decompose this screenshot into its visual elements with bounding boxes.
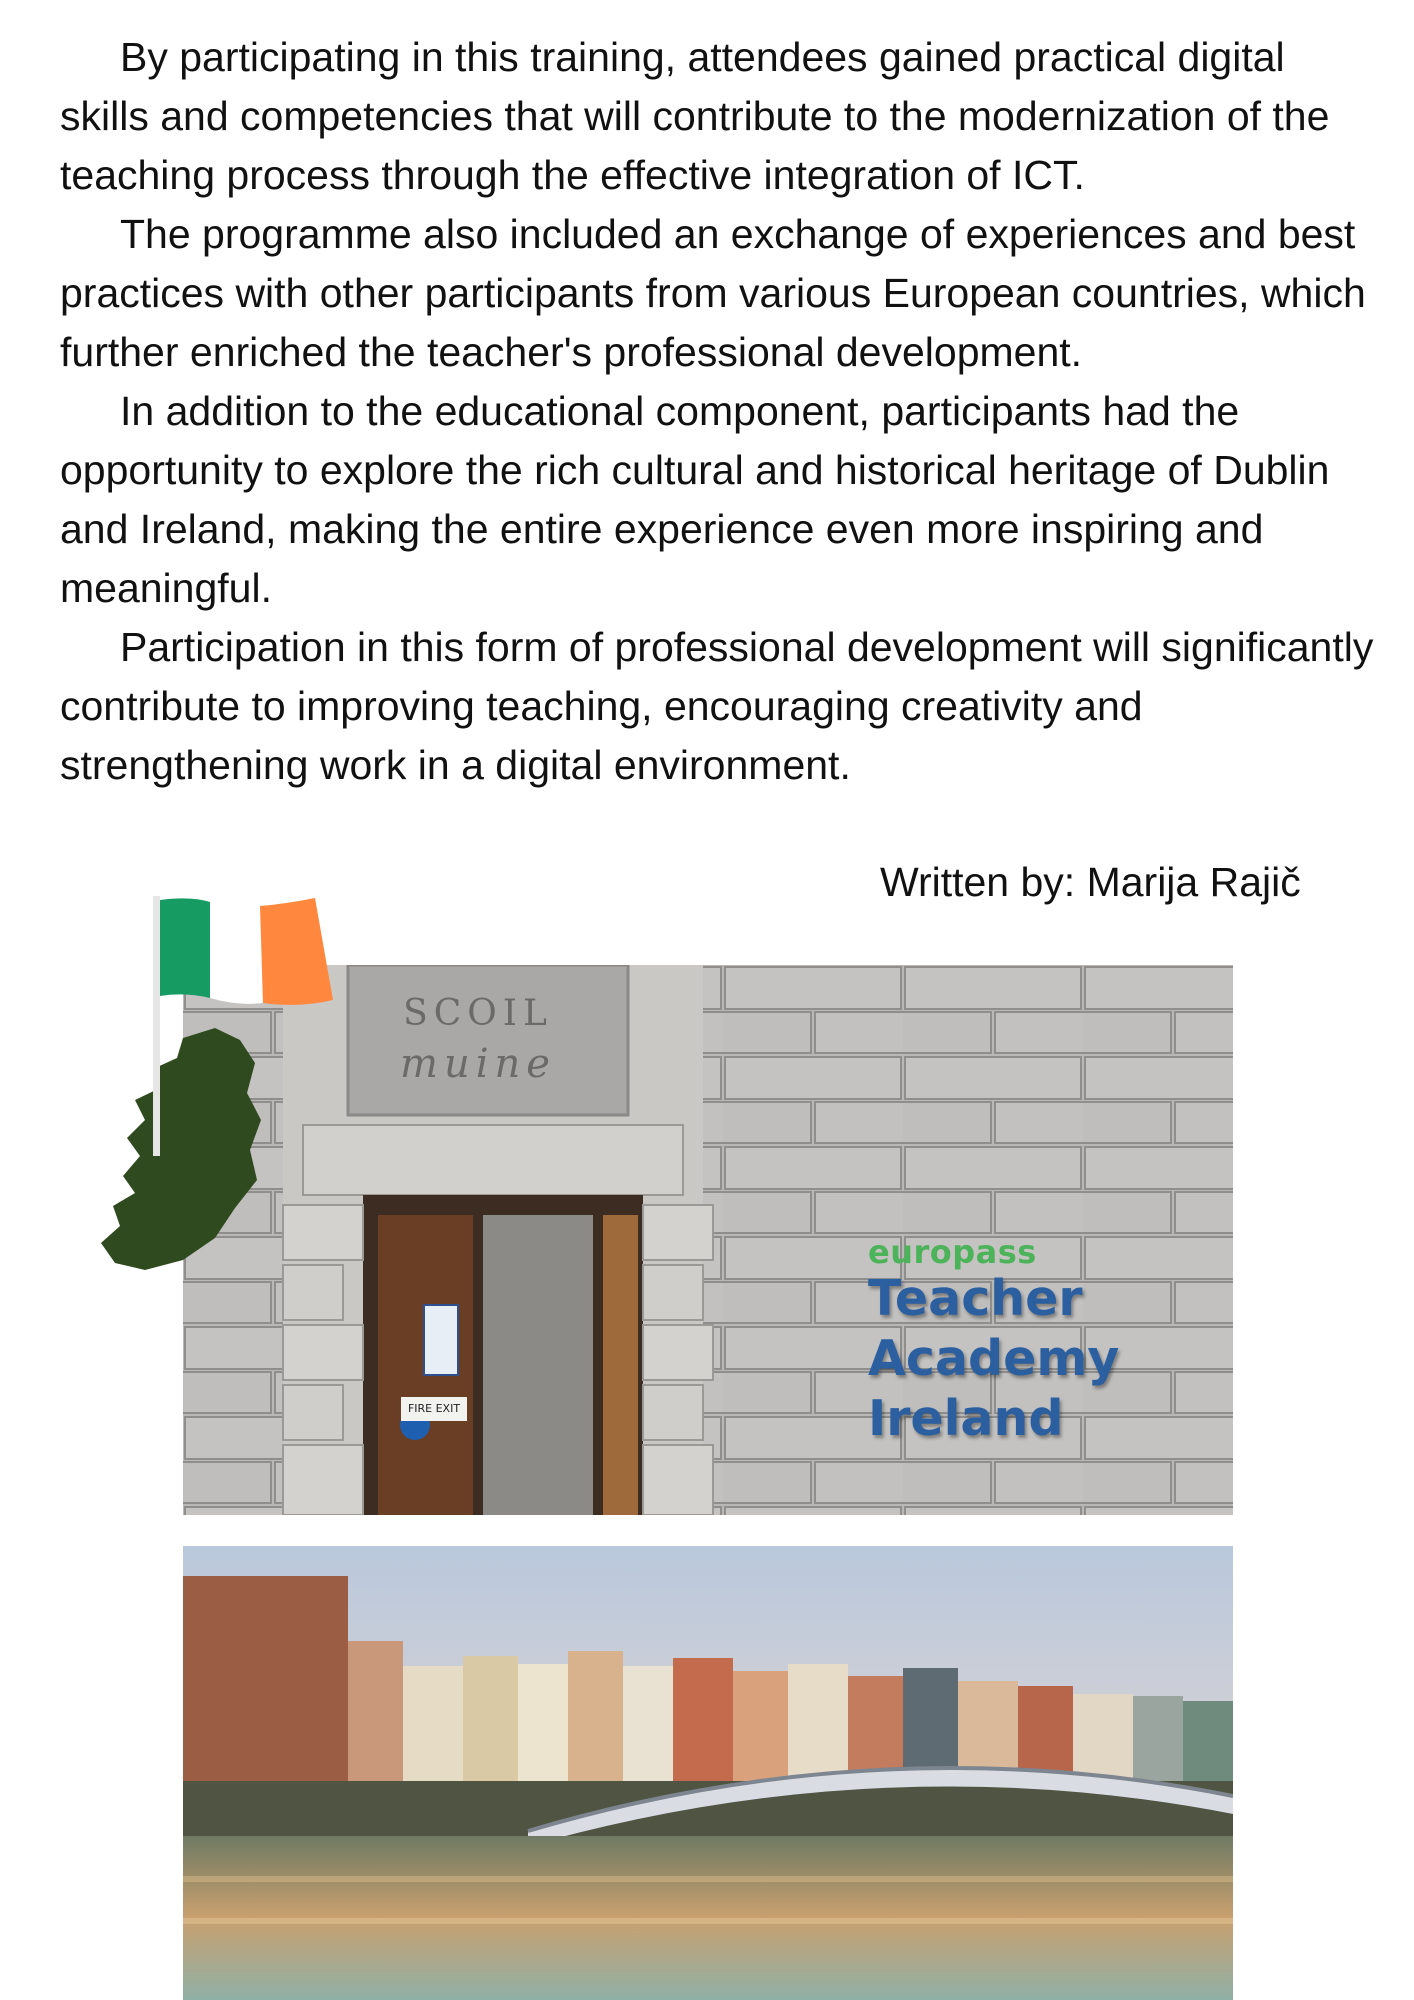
sign-line-academy: Academy <box>868 1330 1120 1387</box>
flagpole-icon <box>153 896 160 1156</box>
irish-flag-green-icon <box>160 898 210 998</box>
europass-logo-text: europass <box>868 1233 1037 1271</box>
fire-exit-sign: FIRE EXIT <box>401 1397 467 1421</box>
dublin-ha-penny-bridge-photo <box>183 1546 1233 2000</box>
teacher-academy-sign <box>868 1235 1119 1449</box>
paragraph-professional-development: Participation in this form of professional development will significantly contribute to improving teaching, encouraging creativity and strengthening work in a digital environment. <box>60 624 1374 788</box>
ireland-map-icon <box>101 1028 261 1270</box>
paragraph-exchange: The programme also included an exchange of experiences and best practices with other participants from various European countries, which further enriched the teacher's professional development. <box>60 211 1366 375</box>
lintel-text-bottom: muine <box>400 1041 556 1087</box>
article-body <box>60 28 1380 795</box>
irish-flag-orange-icon <box>260 898 333 1005</box>
sign-line-ireland: Ireland <box>868 1390 1064 1447</box>
paragraph-training-skills: By participating in this training, attendees gained practical digital skills and competencies that will contribute to the modernization of the teaching process through the effective integration of ICT. <box>60 34 1330 198</box>
paragraph-cultural-heritage: In addition to the educational component, participants had the opportunity to explore the rich cultural and historical heritage of Dublin and Ireland, making the entire experience even more inspiring and meaningful. <box>60 388 1330 611</box>
sign-line-teacher: Teacher <box>868 1270 1083 1327</box>
author-byline: Written by: Marija Rajič <box>880 859 1301 905</box>
lintel-text-top: SCOIL <box>403 993 553 1034</box>
irish-flag-white-icon <box>210 902 263 1004</box>
ireland-flag-map-decoration <box>65 888 365 1278</box>
